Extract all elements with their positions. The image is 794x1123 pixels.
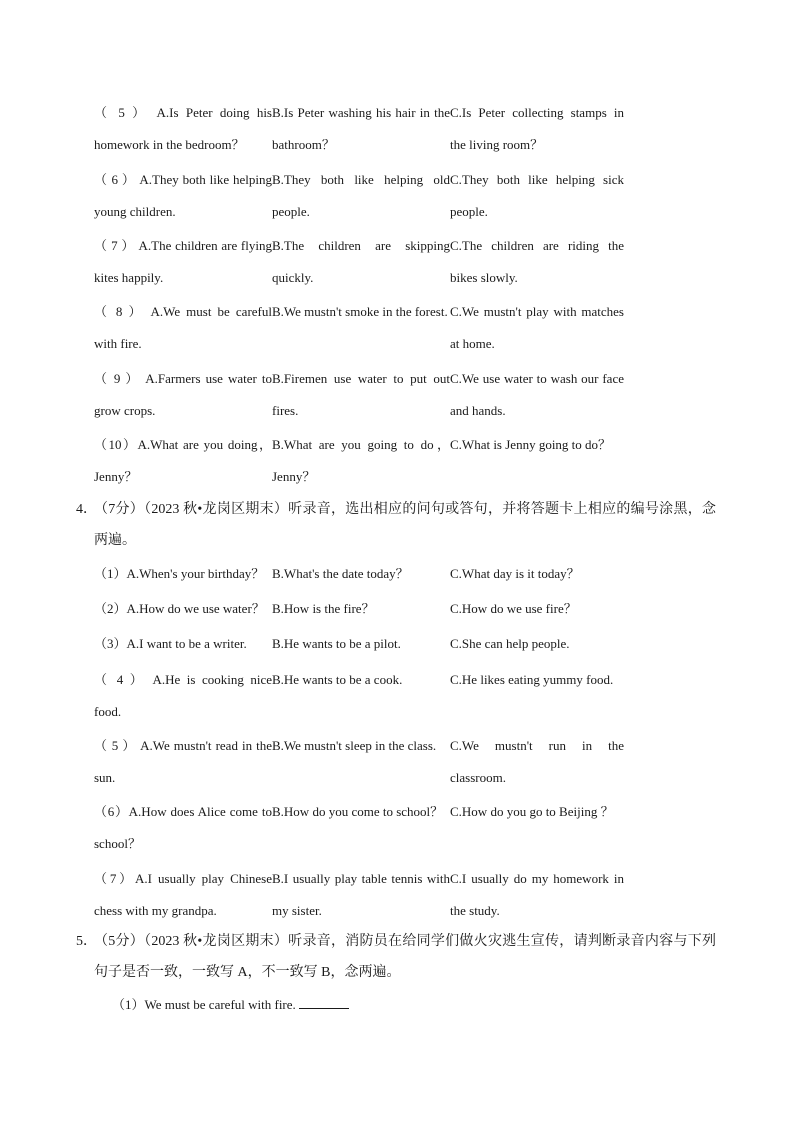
option-a: （ 9 ） A.Farmers use water to grow crops. [94,371,272,418]
option-b: B.They both like helping old people. [272,172,450,219]
option-b: B.The children are skipping quickly. [272,238,450,285]
option-c: C.We mustn't play with matches at home. [450,304,624,351]
option-a: （ 8 ） A.We must be careful with fire. [94,304,272,351]
answer-blank[interactable] [299,996,349,1009]
option-a: （3）A.I want to be a writer. [94,636,247,651]
option-b: B.What's the date today？ [272,566,409,581]
option-b: B.He wants to be a pilot. [272,636,401,651]
option-b: B.I usually play table tennis with my sister. [272,871,450,918]
option-c: C.How do you go to Beijing ？ [450,804,614,819]
statement-text: （1）We must be careful with fire. [112,997,296,1012]
option-c: C.What is Jenny going to do？ [450,437,612,452]
q5-item-1 [112,994,349,1016]
option-c: C.She can help people. [450,636,570,651]
option-a: （6）A.How does Alice come to school？ [94,804,272,851]
option-c: C.The children are riding the bikes slowly. [450,238,624,285]
option-c: C.How do we use fire？ [450,601,577,616]
option-c: C.They both like helping sick people. [450,172,624,219]
option-c: C.I usually do my homework in the study. [450,871,624,918]
option-a: （2）A.How do we use water？ [94,601,265,616]
option-a: （ 6 ） A.They both like helping young children. [94,172,272,219]
option-a: （ 7 ） A.The children are flying kites happily. [94,238,272,285]
option-b: B.What are you going to do，Jenny？ [272,437,450,484]
question-text: （7分）（2023 秋•龙岗区期末）听录音，选出相应的问句或答句，并将答题卡上相应的编号涂黑，念两遍。 [94,502,716,548]
option-b: B.How is the fire？ [272,601,375,616]
question-number: 5． [76,934,97,949]
option-c: C.What day is it today？ [450,566,580,581]
option-a: （ 5 ） A.Is Peter doing his homework in the bedroom？ [94,105,272,152]
option-a: （1）A.When's your birthday？ [94,566,265,581]
option-b: B.How do you come to school？ [272,804,444,819]
option-a: （ 5 ） A.We mustn't read in the sun. [94,738,272,785]
option-c: C.Is Peter collecting stamps in the living room？ [450,105,624,152]
option-a: （ 4 ） A.He is cooking nice food. [94,672,272,719]
option-b: B.Firemen use water to put out fires. [272,371,450,418]
option-a: （7）A.I usually play Chinese chess with my grandpa. [94,871,272,918]
option-c: C.He likes eating yummy food. [450,672,614,687]
question-text: （5分）（2023 秋•龙岗区期末）听录音，消防员在给同学们做火灾逃生宣传，请判断录音内容与下列句子是否一致，一致写 A，不一致写 B，念两遍。 [94,934,716,980]
option-b: B.Is Peter washing his hair in the bathroom？ [272,105,450,152]
question-number: 4． [76,502,97,517]
option-b: B.He wants to be a cook. [272,672,403,687]
option-c: C.We use water to wash our face and hands. [450,371,624,418]
option-c: C.We mustn't run in the classroom. [450,738,624,785]
option-b: B.We mustn't smoke in the forest. [272,304,448,319]
option-a: （10）A.What are you doing，Jenny？ [94,437,272,484]
option-b: B.We mustn't sleep in the class. [272,738,437,753]
